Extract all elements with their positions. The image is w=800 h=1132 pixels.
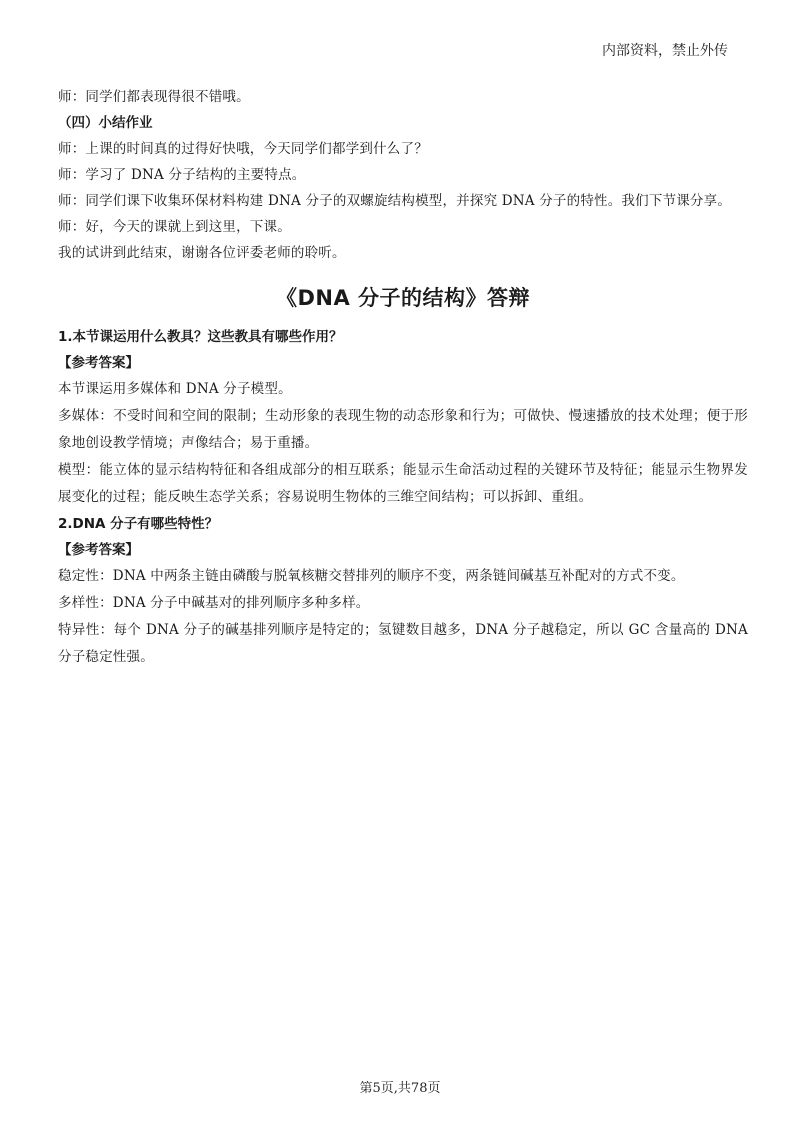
answer-paragraph: 本节课运用多媒体和 DNA 分子模型。 — [58, 381, 292, 397]
document-body — [58, 84, 748, 671]
answer-paragraph: 模型：能立体的显示结构特征和各组成部分的相互联系；能显示生命活动过程的关键环节及特征；能显示生物界发展变化的过程；能反映生态学关系；容易说明生物体的三维空间结构；可以拆卸、重组。 — [58, 462, 748, 505]
answer-paragraph: 多媒体：不受时间和空间的限制；生动形象的表现生物的动态形象和行为；可做快、慢速播放的技术处理；便于形象地创设教学情境；声像结合；易于重播。 — [58, 408, 748, 451]
answer-paragraph: 多样性：DNA 分子中碱基对的排列顺序多种多样。 — [58, 595, 370, 611]
answer-paragraph: 稳定性：DNA 中两条主链由磷酸与脱氧核糖交替排列的顺序不变，两条链间碱基互补配对的方式不变。 — [58, 568, 685, 584]
question-1: 1.本节课运用什么教具？这些教具有哪些作用？ — [58, 329, 343, 345]
closing-line: 我的试讲到此结束，谢谢各位评委老师的聆听。 — [58, 245, 346, 261]
confidential-note: 内部资料，禁止外传 — [602, 43, 728, 59]
answer-label: 【参考答案】 — [58, 542, 139, 558]
dialogue-line: 师：同学们都表现得很不错哦。 — [58, 89, 250, 105]
section-heading: （四）小结作业 — [58, 115, 153, 131]
dialogue-line: 师：同学们课下收集环保材料构建 DNA 分子的双螺旋结构模型，并探究 DNA 分子的特性。我们下节课分享。 — [58, 193, 732, 209]
answer-paragraph: 特异性：每个 DNA 分子的碱基排列顺序是特定的；氢键数目越多，DNA 分子越稳定，所以 GC 含量高的 DNA 分子稳定性强。 — [58, 622, 748, 665]
dialogue-line: 师：学习了 DNA 分子结构的主要特点。 — [58, 167, 306, 183]
page-number: 第5页,共78页 — [359, 1081, 441, 1096]
dialogue-line: 师：好，今天的课就上到这里，下课。 — [58, 219, 291, 235]
dialogue-line: 师：上课的时间真的过得好快哦，今天同学们都学到什么了？ — [58, 141, 428, 157]
document-title: 《DNA 分子的结构》答辩 — [275, 286, 531, 310]
answer-label: 【参考答案】 — [58, 355, 139, 371]
question-2: 2.DNA 分子有哪些特性？ — [58, 516, 219, 532]
